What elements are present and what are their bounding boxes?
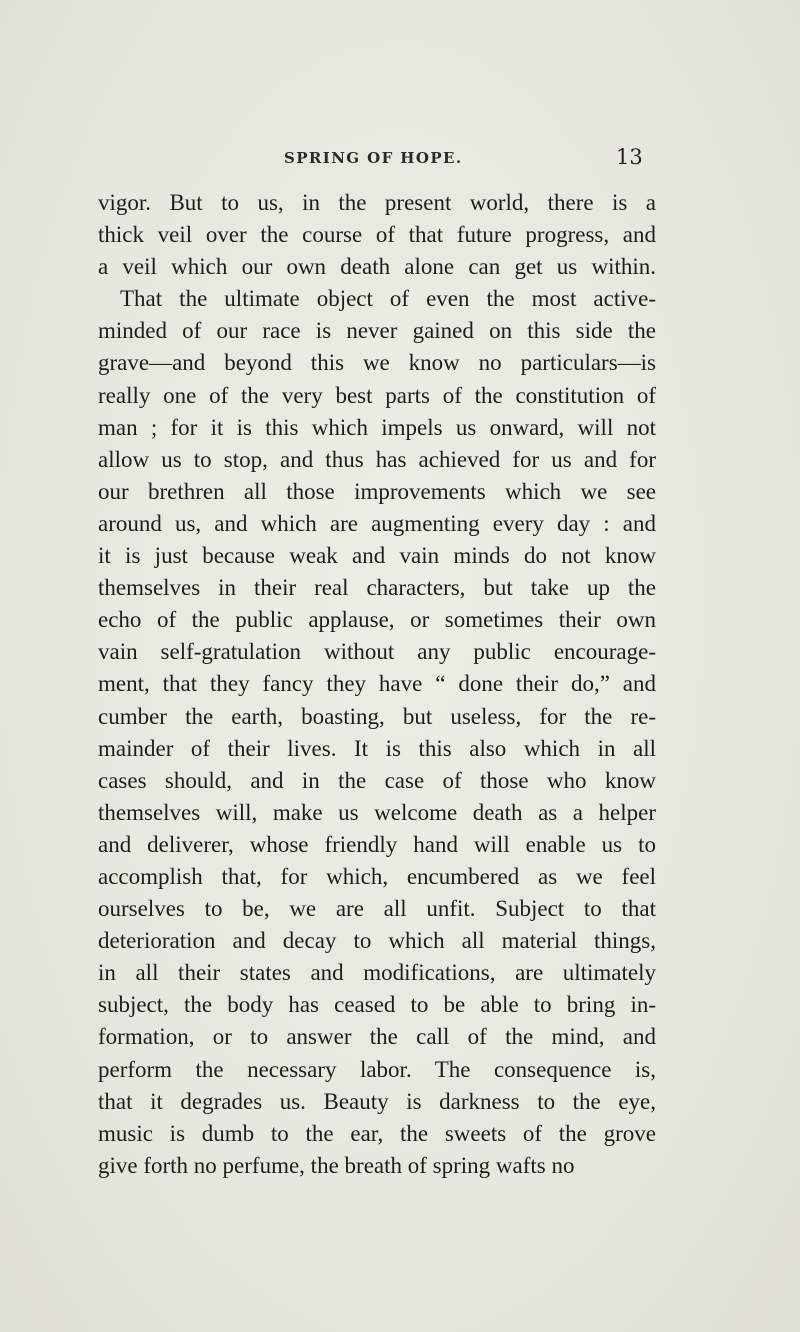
text-line: in all their states and modifications, are ultimately — [98, 960, 656, 986]
text-line: formation, or to answer the call of the mind, and — [98, 1024, 656, 1050]
text-line: man ; for it is this which impels us onward, will not — [98, 414, 656, 440]
text-line: give forth no perfume, the breath of spring wafts no — [98, 1152, 575, 1178]
text-line: around us, and which are augmenting every day : and — [98, 510, 656, 536]
text-line: deterioration and decay to which all material things, — [98, 928, 656, 954]
text-line: echo of the public applause, or sometimes their own — [98, 607, 656, 633]
text-line: That the ultimate object of even the most active- — [120, 286, 656, 312]
text-line: ourselves to be, we are all unfit. Subject to that — [98, 896, 656, 922]
text-line: ment, that they fancy they have “ done their do,” and — [98, 671, 656, 697]
text-line: vain self-gratulation without any public encourage- — [98, 639, 656, 665]
text-line: themselves will, make us welcome death as a helper — [98, 799, 656, 825]
text-line: really one of the very best parts of the constitution of — [98, 382, 656, 408]
text-line: perform the necessary labor. The consequence is, — [98, 1056, 656, 1082]
text-line: themselves in their real characters, but take up the — [98, 575, 656, 601]
running-title: SPRING OF HOPE. — [284, 149, 463, 167]
text-line: thick veil over the course of that future progress, and — [98, 222, 656, 248]
text-line: music is dumb to the ear, the sweets of the grove — [98, 1120, 656, 1146]
text-line: and deliverer, whose friendly hand will enable us to — [98, 831, 656, 857]
text-line: that it degrades us. Beauty is darkness to the eye, — [98, 1088, 656, 1114]
text-line: cases should, and in the case of those who know — [98, 767, 656, 793]
page-number: 13 — [616, 145, 643, 169]
text-line: accomplish that, for which, encumbered as we feel — [98, 863, 656, 889]
text-line: vigor. But to us, in the present world, there is a — [98, 190, 656, 215]
running-head — [0, 145, 800, 175]
text-line: our brethren all those improvements which we see — [98, 478, 656, 504]
text-line: cumber the earth, boasting, but useless, for the re- — [98, 703, 656, 729]
text-line: minded of our race is never gained on this side the — [98, 318, 656, 344]
text-line: mainder of their lives. It is this also which in all — [98, 735, 656, 761]
text-line: grave—and beyond this we know no particulars—is — [98, 350, 656, 376]
text-line: it is just because weak and vain minds do not know — [98, 543, 656, 569]
body-text — [98, 187, 656, 1182]
text-line: allow us to stop, and thus has achieved for us and for — [98, 446, 656, 472]
text-line: subject, the body has ceased to be able to bring in- — [98, 992, 656, 1018]
text-line: a veil which our own death alone can get us within. — [98, 254, 656, 280]
